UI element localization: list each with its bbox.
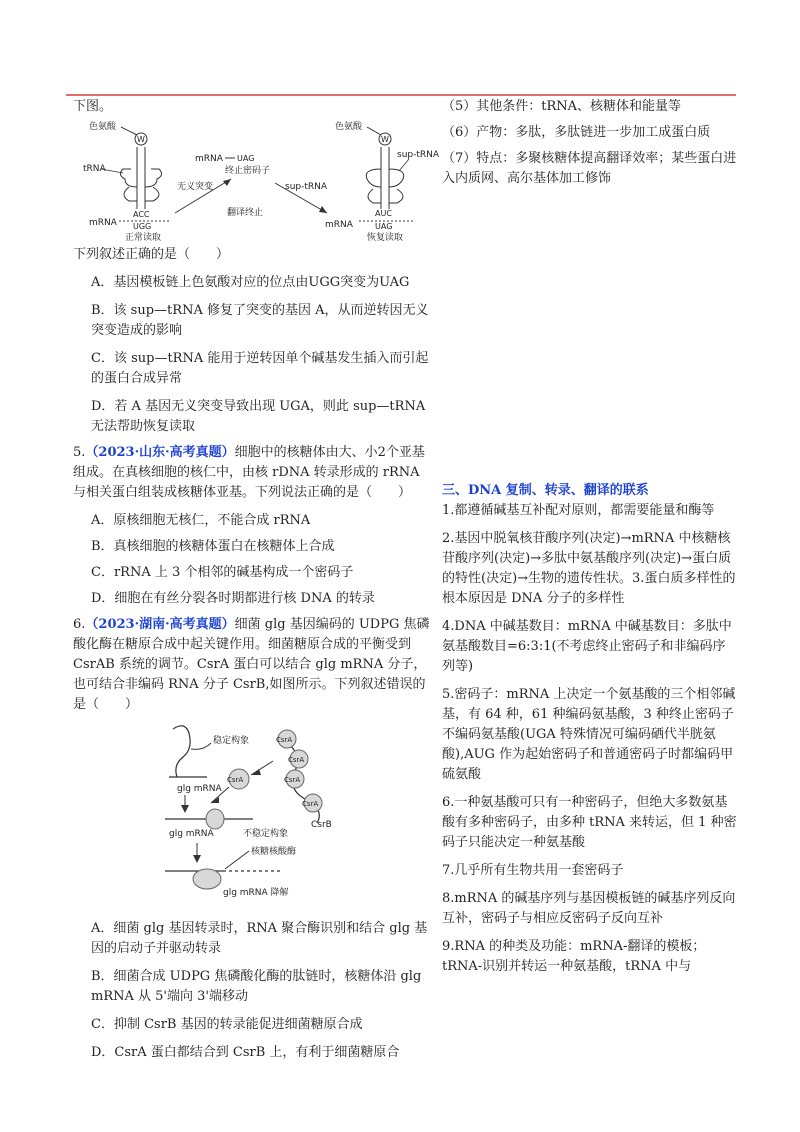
- point-4: 4.DNA 中碱基数目：mRNA 中碱基数目：多肽中氨基酸数目=6:3:1(不考虑终止密码子和非编码序列等): [442, 619, 732, 674]
- note-product: （6）产物：多肽，多肽链进一步加工成蛋白质: [442, 125, 711, 140]
- fig1-trans-stop: 翻译终止: [227, 208, 264, 218]
- q6-number: 6.: [73, 617, 86, 632]
- note-other-conditions: （5）其他条件：tRNA、核糖体和能量等: [442, 99, 682, 114]
- fig2-unstable: 不稳定构象: [243, 829, 289, 839]
- q6-option-b[interactable]: B．细菌合成 UDPG 焦磷酸化酶的肽链时，核糖体沿 glg mRNA 从 5'端向 3'端移动: [91, 969, 422, 1004]
- right-column: [442, 97, 738, 977]
- fig2-rnase: 核糖核酸酶: [251, 847, 297, 857]
- fig1-sup-trna-right: sup-tRNA: [397, 150, 439, 160]
- fig1-uag-bottom: UAG: [375, 222, 393, 231]
- fig2-csra-chain2: CsrA: [288, 756, 305, 764]
- point-8: 8.mRNA 的碱基序列与基因模板链的碱基序列反向互补，密码子与相应反密码子反向互补: [442, 891, 736, 926]
- fig2-csrb: CsrB: [311, 820, 332, 830]
- fig2-glg-mrna1: glg mRNA: [177, 784, 222, 794]
- fig1-ugg: UGG: [133, 222, 152, 231]
- intro-text: 下图。: [73, 99, 113, 114]
- fig1-trp-right: 色氨酸: [335, 122, 363, 132]
- fig1-normal: 正常读取: [125, 233, 162, 243]
- fig2-csra-chain3: CsrA: [284, 776, 301, 784]
- q4-option-d[interactable]: D．若 A 基因无义突变导致出现 UGA，则此 sup—tRNA 无法帮助恢复读取: [91, 399, 426, 434]
- fig1-restore: 恢复读取: [367, 233, 404, 243]
- point-2: 2.基因中脱氧核苷酸序列(决定)→mRNA 中核糖核苷酸序列(决定)→多肽中氨基酸序列(决定)→蛋白质的特性(决定)→生物的遗传性状。3.蛋白质多样性的根本原因是 DNA 分子的多样性: [442, 531, 736, 606]
- point-1: 1.都遵循碱基互补配对原则，都需要能量和酶等: [442, 503, 715, 518]
- q4-option-a[interactable]: A．基因模板链上色氨酸对应的位点由UGG突变为UAG: [91, 275, 410, 290]
- csra-regulation-figure: [73, 719, 433, 909]
- q4-option-b[interactable]: B．该 sup—tRNA 修复了突变的基因 A，从而逆转因无义突变造成的影响: [91, 303, 429, 338]
- fig1-w-right: W: [381, 135, 389, 144]
- fig2-degrade: glg mRNA 降解: [223, 888, 289, 898]
- q4-stem: 下列叙述正确的是（ ）: [73, 247, 230, 262]
- fig2-stable: 稳定构象: [213, 736, 250, 746]
- fig2-csra-chain4: CsrA: [302, 800, 319, 808]
- fig1-nonsense: 无义突变: [177, 182, 214, 192]
- fig1-uag-top: UAG: [237, 154, 255, 163]
- q4-option-c[interactable]: C．该 sup—tRNA 能用于逆转因单个碱基发生插入而引起的蛋白合成异常: [91, 351, 429, 386]
- fig1-stop-codon: 终止密码子: [225, 166, 271, 176]
- q5-option-b[interactable]: B．真核细胞的核糖体蛋白在核糖体上合成: [91, 539, 335, 554]
- fig2-glg-mrna2: glg mRNA: [169, 829, 214, 839]
- point-7: 7.几乎所有生物共用一套密码子: [442, 863, 624, 878]
- q6-option-d[interactable]: D．CsrA 蛋白都结合到 CsrB 上，有利于细菌糖原合: [91, 1045, 400, 1060]
- point-5: 5.密码子：mRNA 上决定一个氨基酸的三个相邻碱基，有 64 种，61 种编码氨基酸，3 种终止密码子不编码氨基酸(UGA 特殊情况可编码硒代半胱氨酸),AUG 作为起始密码子和普通密码子时都编码甲硫氨酸: [442, 687, 736, 782]
- fig1-auc: AUC: [375, 209, 392, 218]
- header-rule: [66, 94, 736, 96]
- q5-text: 细胞中的核糖体由大、小2个亚基组成。在真核细胞的核仁中，由核 rDNA 转录形成的 rRNA 与相关蛋白组装成核糖体亚基。下列说法正确的是（ ）: [73, 445, 425, 500]
- fig1-mrna-right: mRNA: [325, 220, 353, 230]
- fig1-trna-label: tRNA: [83, 164, 106, 174]
- q6-text: 细菌 glg 基因编码的 UDPG 焦磷酸化酶在糖原合成中起关键作用。细菌糖原合成的平衡受到 CsrAB 系统的调节。CsrA 蛋白可以结合 glg mRNA 分子，也可结合非编码 RNA 分子 CsrB,如图所示。下列叙述错误的是（ ）: [73, 617, 430, 712]
- q6-option-c[interactable]: C．抑制 CsrB 基因的转录能促进细菌糖原合成: [91, 1017, 363, 1032]
- fig2-csra-chain1: CsrA: [276, 736, 293, 744]
- left-column: [73, 97, 439, 1063]
- q5-number: 5.: [73, 445, 86, 460]
- q5-source: （2023·山东·高考真题）: [85, 445, 235, 460]
- fig1-sup-trna-arrow: sup-tRNA: [285, 182, 328, 192]
- q6-source: （2023·湖南·高考真题）: [85, 617, 235, 632]
- fig1-mrna-top: mRNA: [195, 154, 223, 164]
- note-features: （7）特点：多聚核糖体提高翻译效率；某些蛋白进入内质网、高尔基体加工修饰: [442, 151, 737, 186]
- fig2-csra-free: CsrA: [227, 776, 244, 784]
- fig1-mrna-left: mRNA: [89, 218, 117, 228]
- point-9: 9.RNA 的种类及功能：mRNA-翻译的模板；tRNA-识别并转运一种氨基酸，tRNA 中与: [442, 939, 706, 974]
- q6-stem: [73, 615, 433, 715]
- q5-option-d[interactable]: D．细胞在有丝分裂各时期都进行核 DNA 的转录: [91, 591, 375, 606]
- q6-option-a[interactable]: A．细菌 glg 基因转录时，RNA 聚合酶识别和结合 glg 基因的启动子并驱动转录: [91, 921, 428, 956]
- section-title: 三、DNA 复制、转录、翻译的联系: [442, 483, 649, 498]
- fig1-acc: ACC: [133, 210, 150, 219]
- point-6: 6.一种氨基酸可只有一种密码子，但绝大多数氨基酸有多种密码子，由多种 tRNA 来转运，但 1 种密码子只能决定一种氨基酸: [442, 795, 737, 850]
- q5-option-c[interactable]: C．rRNA 上 3 个相邻的碱基构成一个密码子: [91, 565, 354, 580]
- q5-stem: [73, 443, 433, 503]
- q5-option-a[interactable]: A．原核细胞无核仁，不能合成 rRNA: [91, 513, 311, 528]
- fig1-w-left: W: [137, 135, 145, 144]
- fig1-trp-left: 色氨酸: [89, 122, 117, 132]
- trna-suppression-figure: [79, 117, 439, 243]
